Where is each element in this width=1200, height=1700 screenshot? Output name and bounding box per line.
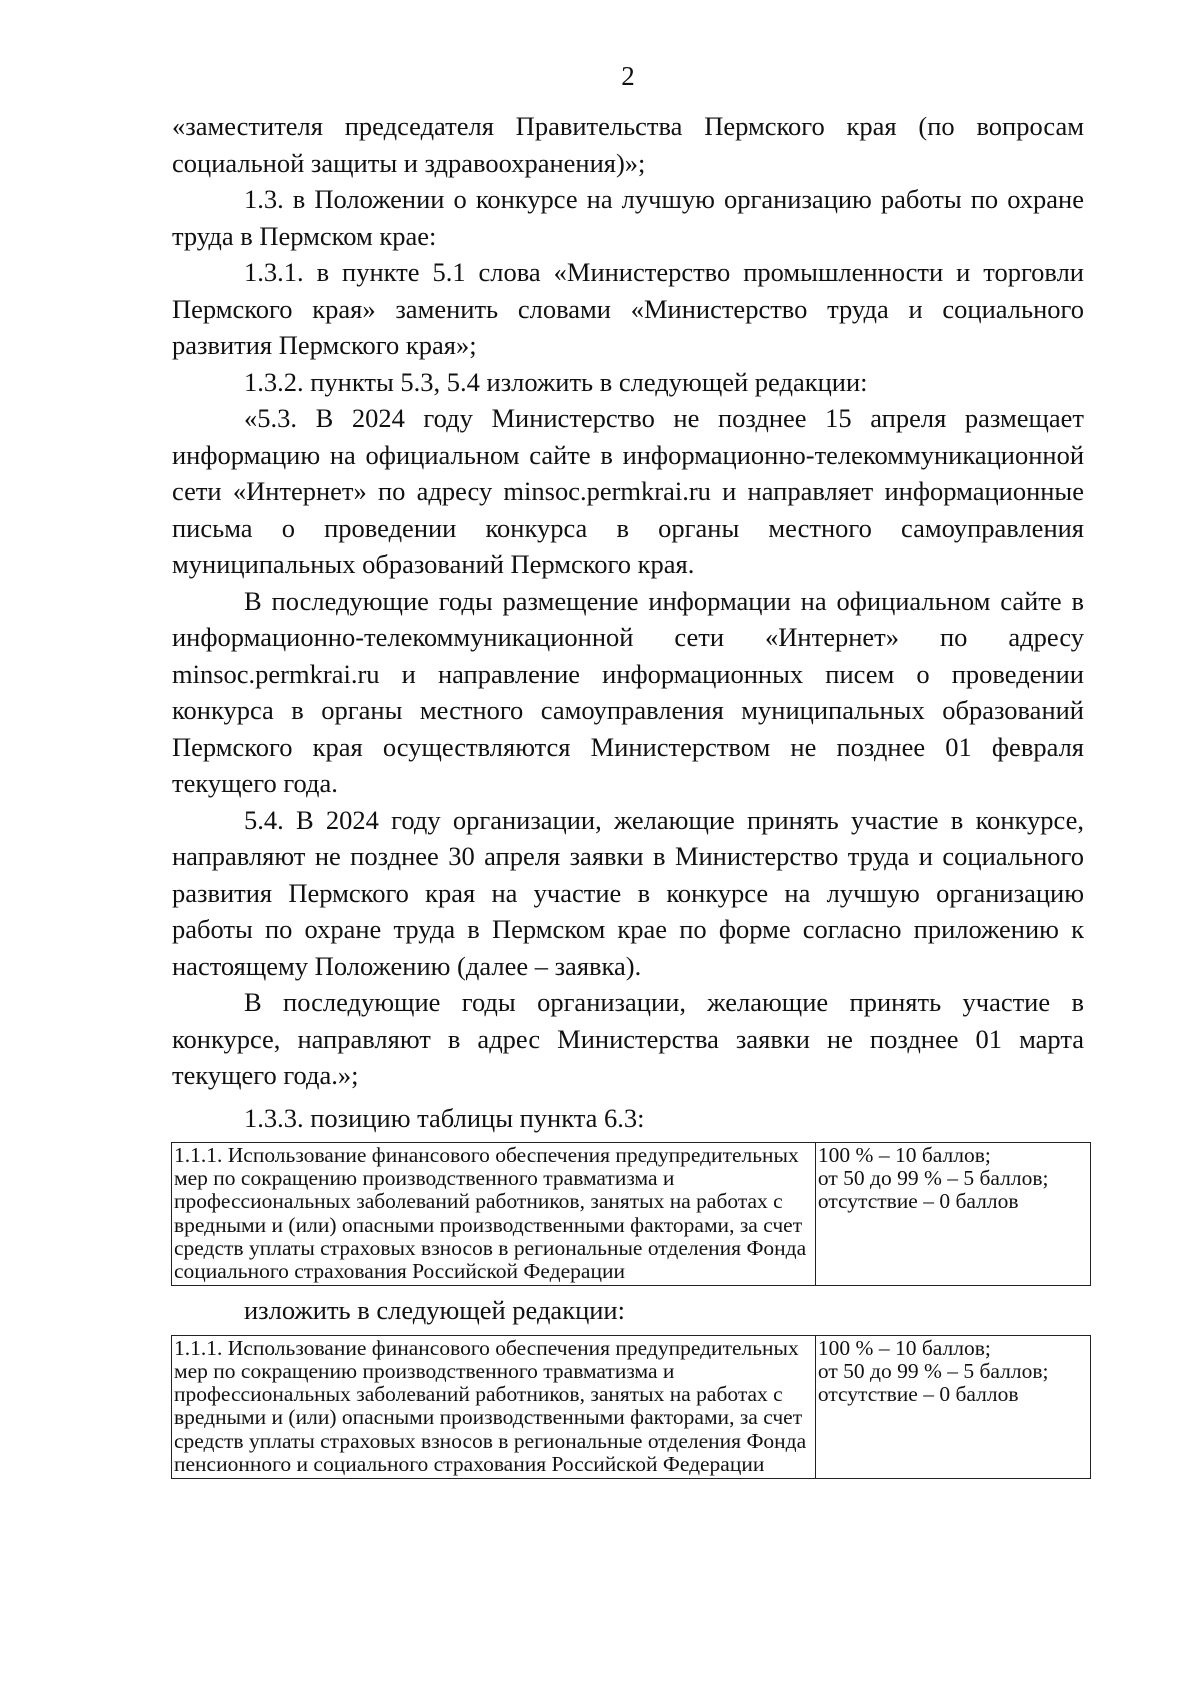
old-position-table — [171, 1142, 1091, 1286]
paragraph-5-3-followup: В последующие годы размещение информации на официальном сайте в информационно-телекоммуникационной сети «Интернет» по адресу minsoc.permkrai.ru и направление информационных писем о проведении конкурса в органы местного самоуправления муниципальных образований Пермского края осуществляются Министерством не позднее 01 февраля текущего года. — [172, 585, 1084, 798]
old-score-cell — [815, 1143, 1090, 1286]
paragraph-5-4: 5.4. В 2024 году организации, желающие принять участие в конкурсе, направляют не позднее 30 апреля заявки в Министерство труда и социального развития Пермского края на участие в конкурсе на лучшую организацию работы по охране труда в Пермском крае по форме согласно приложению к настоящему Положению (далее – заявка). — [172, 804, 1084, 981]
table-row — [172, 1143, 1091, 1286]
new-position-table — [171, 1335, 1091, 1479]
new-description-cell: 1.1.1. Использование финансового обеспечения предупредительных мер по сокращению производственного травматизма и профессиональных заболеваний работников, занятых на работах с вредными и (или) опасными производственными факторами, за счет средств уплаты страховых взносов в региональные отделения Фонда пенсионного и социального страхования Российской Федерации — [172, 1335, 816, 1478]
old-description-cell: 1.1.1. Использование финансового обеспечения предупредительных мер по сокращению производственного травматизма и профессиональных заболеваний работников, занятых на работах с вредными и (или) опасными производственными факторами, за счет средств уплаты страховых взносов в региональные отделения Фонда социального страхования Российской Федерации — [172, 1143, 816, 1286]
score-line: отсутствие – 0 баллов — [817, 1189, 1019, 1214]
score-line: отсутствие – 0 баллов — [817, 1382, 1019, 1407]
replacement-intro: изложить в следующей редакции: — [244, 1295, 625, 1326]
new-score-cell — [815, 1335, 1090, 1478]
score-line: 100 % – 10 баллов; — [817, 1335, 991, 1360]
table-intro: 1.3.3. позицию таблицы пункта 6.3: — [244, 1102, 645, 1133]
table-row — [172, 1335, 1091, 1478]
paragraph-1-3-1: 1.3.1. в пункте 5.1 слова «Министерство промышленности и торговли Пермского края» заменить словами «Министерство труда и социального развития Пермского края»; — [172, 257, 1084, 360]
paragraph-5-4-followup: В последующие годы организации, желающие принять участие в конкурсе, направляют в адрес Министерства заявки не позднее 01 марта текущего года.»; — [172, 987, 1084, 1090]
paragraph-1-3-2: 1.3.2. пункты 5.3, 5.4 изложить в следующей редакции: — [244, 366, 868, 397]
body-text — [172, 108, 1084, 1094]
score-line: от 50 до 99 % – 5 баллов; — [817, 1358, 1049, 1383]
score-line: от 50 до 99 % – 5 баллов; — [817, 1166, 1049, 1191]
paragraph-continuation: «заместителя председателя Правительства Пермского края (по вопросам социальной защиты и здравоохранения)»; — [172, 111, 1084, 178]
paragraph-1-3: 1.3. в Положении о конкурсе на лучшую организацию работы по охране труда в Пермском крае: — [172, 184, 1084, 251]
paragraph-5-3: «5.3. В 2024 году Министерство не позднее 15 апреля размещает информацию на официальном сайте в информационно-телекоммуникационной сети «Интернет» по адресу minsoc.permkrai.ru и направляет информационные письма о проведении конкурса в органы местного самоуправления муниципальных образований Пермского края. — [172, 403, 1084, 579]
document-page — [172, 50, 1084, 1479]
page-number: 2 — [621, 61, 635, 91]
score-line: 100 % – 10 баллов; — [817, 1143, 991, 1167]
